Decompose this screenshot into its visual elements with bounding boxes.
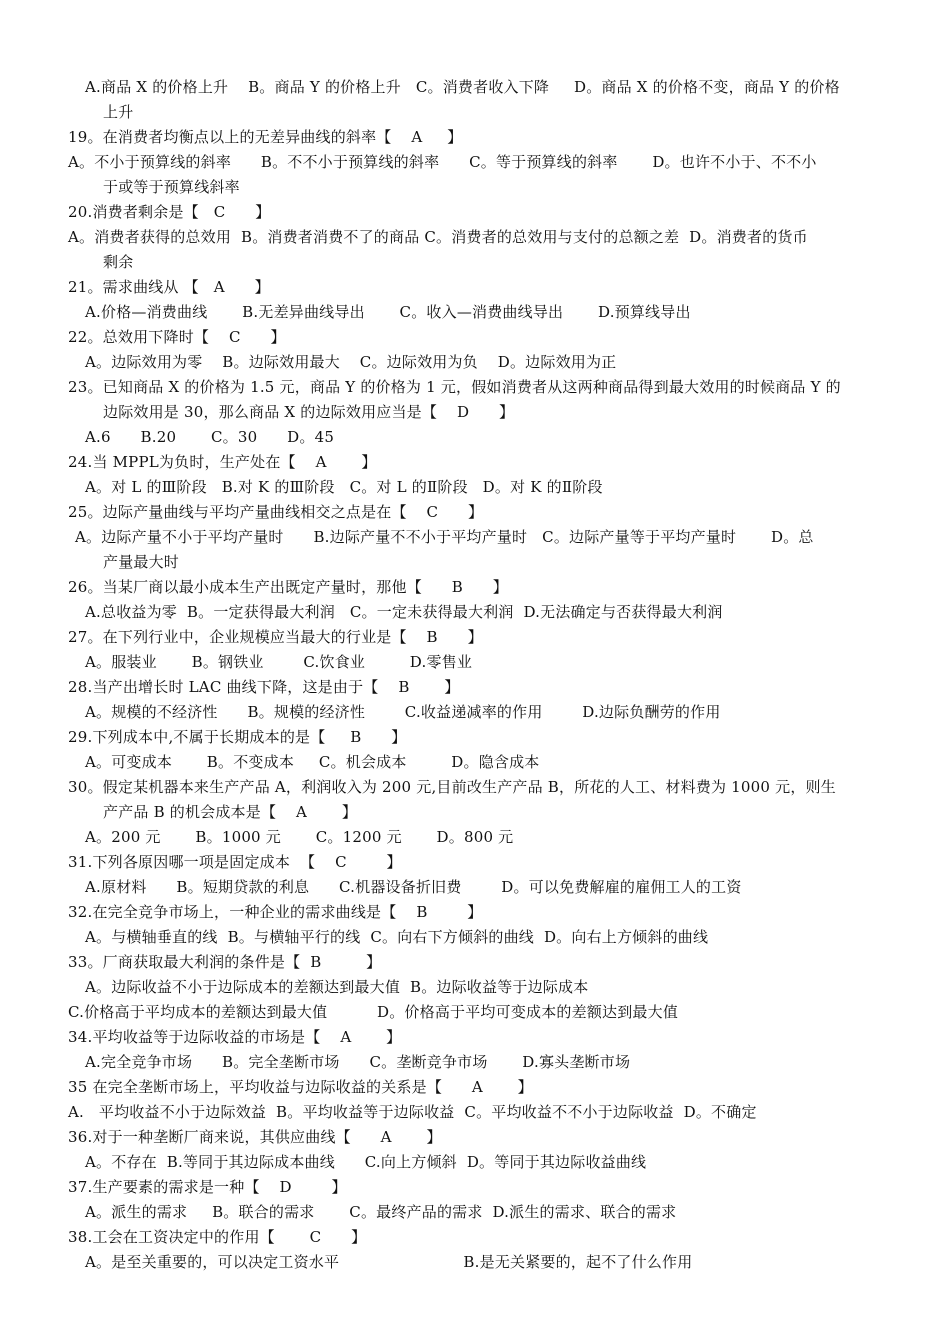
question-32: 32.在完全竞争市场上，一种企业的需求曲线是【 B 】 [68, 903, 483, 921]
question-29: 29.下列成本中,不属于长期成本的是【 B 】 [68, 728, 407, 746]
question-30: 30。假定某机器本来生产产品 A，利润收入为 200 元,目前改生产产品 B，所花的人工、材料费为 1000 元，则生 [68, 778, 836, 796]
options-20: A。消费者获得的总效用 B。消费者消费不了的商品 C。消费者的总效用与支付的总额之差 D。消费者的货币 [68, 228, 808, 246]
options-36: A。不存在 B.等同于其边际成本曲线 C.向上方倾斜 D。等同于其边际收益曲线 [85, 1153, 647, 1171]
options-25: A。边际产量不小于平均产量时 B.边际产量不不小于平均产量时 C。边际产量等于平均产量时 D。总 [75, 528, 814, 546]
question-31: 31.下列各原因哪一项是固定成本 【 C 】 [68, 853, 402, 871]
options-23: A.6 B.20 C。30 D。45 [85, 428, 335, 446]
options-26: A.总收益为零 B。一定获得最大利润 C。一定未获得最大利润 D.无法确定与否获得最大利润 [85, 603, 723, 621]
question-28: 28.当产出增长时 LAC 曲线下降，这是由于【 B 】 [68, 678, 460, 696]
options-22: A。边际效用为零 B。边际效用最大 C。边际效用为负 D。边际效用为正 [85, 353, 617, 371]
question-23-continued: 边际效用是 30，那么商品 X 的边际效用应当是【 D 】 [103, 403, 515, 421]
question-30-continued: 产产品 B 的机会成本是【 A 】 [103, 803, 358, 821]
options-35: A. 平均收益不小于边际效益 B。平均收益等于边际收益 C。平均收益不不小于边际收益 D。不确定 [68, 1103, 757, 1121]
question-35: 35 在完全垄断市场上，平均收益与边际收益的关系是【 A 】 [68, 1078, 533, 1096]
question-24: 24.当 MPPL为负时，生产处在【 A 】 [68, 453, 377, 471]
question-23: 23。已知商品 X 的价格为 1.5 元，商品 Y 的价格为 1 元，假如消费者从这两种商品得到最大效用的时候商品 Y 的 [68, 378, 841, 396]
question-21: 21。需求曲线从 【 A 】 [68, 278, 270, 296]
question-25: 25。边际产量曲线与平均产量曲线相交之点是在【 C 】 [68, 503, 484, 521]
options-29: A。可变成本 B。不变成本 C。机会成本 D。隐含成本 [85, 753, 540, 771]
question-19: 19。在消费者均衡点以上的无差异曲线的斜率【 A 】 [68, 128, 463, 146]
question-22: 22。总效用下降时【 C 】 [68, 328, 286, 346]
options-38: A。是至关重要的，可以决定工资水平 B.是无关紧要的，起不了什么作用 [85, 1253, 693, 1271]
options-20-continued: 剩余 [103, 253, 134, 271]
options-19: A。不小于预算线的斜率 B。不不小于预算线的斜率 C。等于预算线的斜率 D。也许不小于、不不小 [68, 153, 817, 171]
question-33: 33。厂商获取最大利润的条件是【 B 】 [68, 953, 382, 971]
options-31: A.原材料 B。短期贷款的利息 C.机器设备折旧费 D。可以免费解雇的雇佣工人的工资 [85, 878, 742, 896]
options-25-continued: 产量最大时 [103, 553, 180, 571]
question-36: 36.对于一种垄断厂商来说，其供应曲线【 A 】 [68, 1128, 442, 1146]
options-34: A.完全竞争市场 B。完全垄断市场 C。垄断竞争市场 D.寡头垄断市场 [85, 1053, 631, 1071]
question-38: 38.工会在工资决定中的作用【 C 】 [68, 1228, 367, 1246]
option-line: A.商品 X 的价格上升 B。商品 Y 的价格上升 C。消费者收入下降 D。商品 X 的价格不变，商品 Y 的价格 [85, 78, 840, 96]
options-30: A。200 元 B。1000 元 C。1200 元 D。800 元 [85, 828, 514, 846]
options-28: A。规模的不经济性 B。规模的经济性 C.收益递减率的作用 D.边际负酬劳的作用 [85, 703, 721, 721]
question-27: 27。在下列行业中，企业规模应当最大的行业是【 B 】 [68, 628, 483, 646]
options-21: A.价格—消费曲线 B.无差异曲线导出 C。收入—消费曲线导出 D.预算线导出 [85, 303, 691, 321]
options-37: A。派生的需求 B。联合的需求 C。最终产品的需求 D.派生的需求、联合的需求 [85, 1203, 677, 1221]
options-33-cd: C.价格高于平均成本的差额达到最大值 D。价格高于平均可变成本的差额达到最大值 [68, 1003, 679, 1021]
options-27: A。服装业 B。钢铁业 C.饮食业 D.零售业 [85, 653, 473, 671]
question-26: 26。当某厂商以最小成本生产出既定产量时，那他【 B 】 [68, 578, 508, 596]
question-37: 37.生产要素的需求是一种【 D 】 [68, 1178, 347, 1196]
option-line-continued: 上升 [103, 103, 134, 121]
question-34: 34.平均收益等于边际收益的市场是【 A 】 [68, 1028, 402, 1046]
options-33-ab: A。边际收益不小于边际成本的差额达到最大值 B。边际收益等于边际成本 [85, 978, 589, 996]
options-24: A。对 L 的Ⅲ阶段 B.对 K 的Ⅲ阶段 C。对 L 的Ⅱ阶段 D。对 K 的Ⅱ阶段 [85, 478, 603, 496]
options-32: A。与横轴垂直的线 B。与横轴平行的线 C。向右下方倾斜的曲线 D。向右上方倾斜的曲线 [85, 928, 709, 946]
options-19-continued: 于或等于预算线斜率 [103, 178, 240, 196]
question-20: 20.消费者剩余是【 C 】 [68, 203, 271, 221]
